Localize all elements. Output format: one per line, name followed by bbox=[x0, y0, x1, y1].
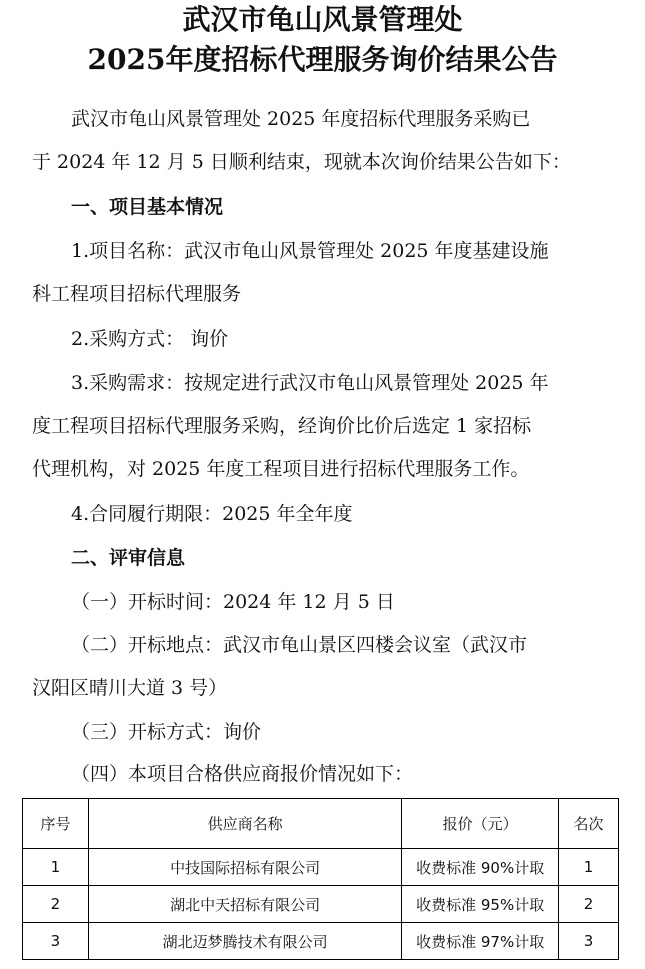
item-3 bbox=[32, 362, 616, 491]
table-row bbox=[23, 849, 619, 886]
section-1-heading: 一、项目基本情况 bbox=[71, 196, 224, 218]
cell-seq: 2 bbox=[23, 886, 89, 923]
item-3-line-3: 代理机构，对 2025 年度工程项目进行招标代理服务工作。 bbox=[32, 458, 530, 480]
title-line-1: 武汉市龟山风景管理处 bbox=[182, 3, 463, 36]
cell-seq: 1 bbox=[23, 849, 89, 886]
cell-quote: 收费标准 95%计取 bbox=[402, 886, 559, 923]
header-rank: 名次 bbox=[559, 799, 619, 849]
header-seq: 序号 bbox=[23, 799, 89, 849]
intro-paragraph bbox=[32, 98, 616, 184]
cell-quote: 收费标准 90%计取 bbox=[402, 849, 559, 886]
cell-quote: 收费标准 97%计取 bbox=[402, 923, 559, 960]
review-item-2-line-2: 汉阳区晴川大道 3 号） bbox=[32, 677, 228, 699]
cell-rank: 2 bbox=[559, 886, 619, 923]
bid-results-table bbox=[22, 798, 619, 960]
item-1-line-2: 科工程项目招标代理服务 bbox=[32, 283, 242, 305]
cell-supplier: 湖北中天招标有限公司 bbox=[88, 886, 401, 923]
title-line-2: 2025年度招标代理服务询价结果公告 bbox=[87, 43, 558, 76]
item-3-line-2: 度工程项目招标代理服务采购，经询价比价后选定 1 家招标 bbox=[32, 415, 532, 437]
header-quote: 报价（元） bbox=[402, 799, 559, 849]
cell-supplier: 湖北迈梦腾技术有限公司 bbox=[88, 923, 401, 960]
cell-rank: 3 bbox=[559, 923, 619, 960]
review-item-1: （一）开标时间：2024 年 12 月 5 日 bbox=[71, 591, 395, 613]
item-3-line-1: 3.采购需求：按规定进行武汉市龟山风景管理处 2025 年 bbox=[71, 372, 549, 394]
cell-supplier: 中技国际招标有限公司 bbox=[88, 849, 401, 886]
intro-line-1: 武汉市龟山风景管理处 2025 年度招标代理服务采购已 bbox=[71, 108, 531, 130]
item-2: 2.采购方式： 询价 bbox=[71, 328, 229, 350]
cell-seq: 3 bbox=[23, 923, 89, 960]
intro-line-2: 于 2024 年 12 月 5 日顺利结束，现就本次询价结果公告如下： bbox=[32, 151, 571, 173]
table-row bbox=[23, 886, 619, 923]
review-item-3: （三）开标方式：询价 bbox=[71, 721, 262, 743]
review-item-2-line-1: （二）开标地点：武汉市龟山景区四楼会议室（武汉市 bbox=[71, 634, 528, 656]
table-row bbox=[23, 923, 619, 960]
table-header-row bbox=[23, 799, 619, 849]
section-2-heading: 二、评审信息 bbox=[71, 547, 186, 569]
cell-rank: 1 bbox=[559, 849, 619, 886]
header-supplier: 供应商名称 bbox=[88, 799, 401, 849]
item-1 bbox=[32, 230, 616, 316]
review-item-2 bbox=[32, 624, 616, 710]
item-4: 4.合同履行期限：2025 年全年度 bbox=[71, 503, 353, 525]
review-item-4: （四）本项目合格供应商报价情况如下： bbox=[71, 763, 414, 785]
item-1-line-1: 1.项目名称：武汉市龟山风景管理处 2025 年度基建设施 bbox=[71, 240, 549, 262]
